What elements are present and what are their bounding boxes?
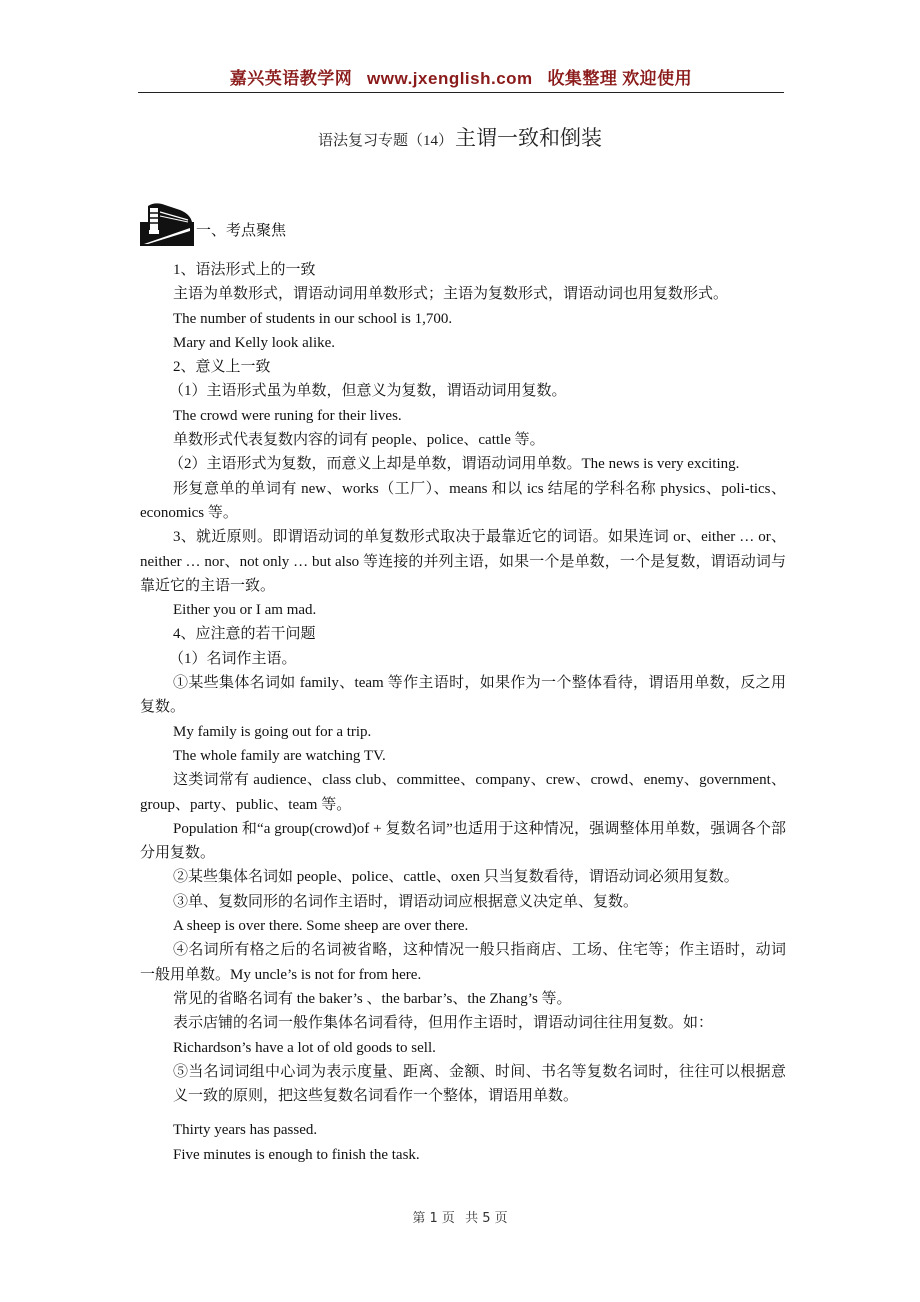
title-main: 主谓一致和倒装 bbox=[455, 126, 602, 150]
paragraph: The number of students in our school is 1,700. bbox=[173, 310, 453, 327]
paragraph: （2）主语形式为复数，而意义上却是单数，谓语动词用单数。The news is very exciting. bbox=[169, 456, 740, 473]
section-label: 一、考点聚焦 bbox=[196, 223, 287, 239]
header-divider bbox=[138, 92, 784, 93]
page-footer bbox=[0, 1207, 920, 1226]
paragraph: ③单、复数同形的名词作主语时，谓语动词应根据意义决定单、复数。 bbox=[173, 893, 639, 910]
paragraph: 主语为单数形式，谓语动词用单数形式；主语为复数形式，谓语动词也用复数形式。 bbox=[173, 286, 729, 303]
paragraph: ⑤当名词词组中心词为表示度量、距离、金额、时间、书名等复数名词时，往往可以根据意义一致的原则，把这些复数名词看作一个整体，谓语用单数。 bbox=[173, 1063, 786, 1105]
paragraph: The whole family are watching TV. bbox=[173, 747, 386, 764]
paragraph: 表示店铺的名词一般作集体名词看待，但用作主语时，谓语动词往往用复数。如： bbox=[173, 1015, 714, 1032]
paragraph: 形复意单的单词有 new、works（工厂）、means 和以 ics 结尾的学科名称 physics、poli-tics、economics 等。 bbox=[140, 480, 786, 521]
paragraph: （1）主语形式虽为单数，但意义为复数，谓语动词用复数。 bbox=[169, 383, 567, 400]
paragraph: The crowd were runing for their lives. bbox=[173, 407, 402, 424]
document-body bbox=[140, 258, 786, 1167]
paragraph: Thirty years has passed. bbox=[173, 1122, 318, 1139]
section-heading bbox=[140, 202, 286, 246]
paragraph: 3、就近原则。即谓语动词的单复数形式取决于最靠近它的词语。如果连词 or、either … or、neither … nor、not only … but also 等连接的并列主语，如果一个是单数，一个是复数，谓语动词与靠近它的主语一致。 bbox=[140, 529, 786, 594]
site-name: 嘉兴英语教学网 bbox=[229, 69, 353, 89]
paragraph: ①某些集体名词如 family、team 等作主语时，如果作为一个整体看待，谓语用单数，反之用复数。 bbox=[140, 675, 786, 716]
paragraph: ④名词所有格之后的名词被省略，这种情况一般只指商店、工场、住宅等；作主语时，动词一般用单数。My uncle’s is not for from here. bbox=[140, 942, 786, 983]
header-slogan: 收集整理 欢迎使用 bbox=[547, 69, 693, 88]
paragraph: Five minutes is enough to finish the task. bbox=[173, 1146, 420, 1163]
paragraph: Mary and Kelly look alike. bbox=[173, 334, 336, 351]
paragraph: 常见的省略名词有 the baker’s 、the barbar’s、the Zhang’s 等。 bbox=[173, 990, 572, 1007]
paragraph: 2、意义上一致 bbox=[173, 359, 271, 376]
paragraph: 4、应注意的若干问题 bbox=[173, 626, 316, 643]
paragraph: 这类词常有 audience、class club、committee、company、crew、crowd、enemy、government、group、party、public、team 等。 bbox=[140, 772, 786, 813]
paragraph: Population 和“a group(crowd)of + 复数名词”也适用于这种情况，强调整体用单数，强调各个部分用复数。 bbox=[140, 820, 786, 862]
paragraph: 单数形式代表复数内容的词有 people、police、cattle 等。 bbox=[173, 432, 545, 449]
document-title bbox=[0, 122, 920, 152]
paragraph: （1）名词作主语。 bbox=[169, 650, 297, 667]
site-url-link[interactable]: www.jxenglish.com bbox=[367, 69, 533, 88]
paragraph: Either you or I am mad. bbox=[173, 602, 317, 619]
paragraph: A sheep is over there. Some sheep are over there. bbox=[173, 918, 469, 935]
title-prefix: 语法复习专题（14） bbox=[317, 133, 453, 149]
page-number: 第 1 页 bbox=[412, 1211, 455, 1226]
paragraph: My family is going out for a trip. bbox=[173, 723, 372, 740]
paragraph: ②某些集体名词如 people、police、cattle、oxen 只当复数看待，谓语动词必须用复数。 bbox=[173, 869, 739, 886]
train-icon bbox=[140, 202, 194, 246]
page-header bbox=[138, 64, 784, 89]
spacer bbox=[140, 1108, 786, 1118]
paragraph: Richardson’s have a lot of old goods to sell. bbox=[173, 1039, 436, 1056]
page-total: 共 5 页 bbox=[465, 1211, 508, 1226]
paragraph: 1、语法形式上的一致 bbox=[173, 262, 316, 278]
